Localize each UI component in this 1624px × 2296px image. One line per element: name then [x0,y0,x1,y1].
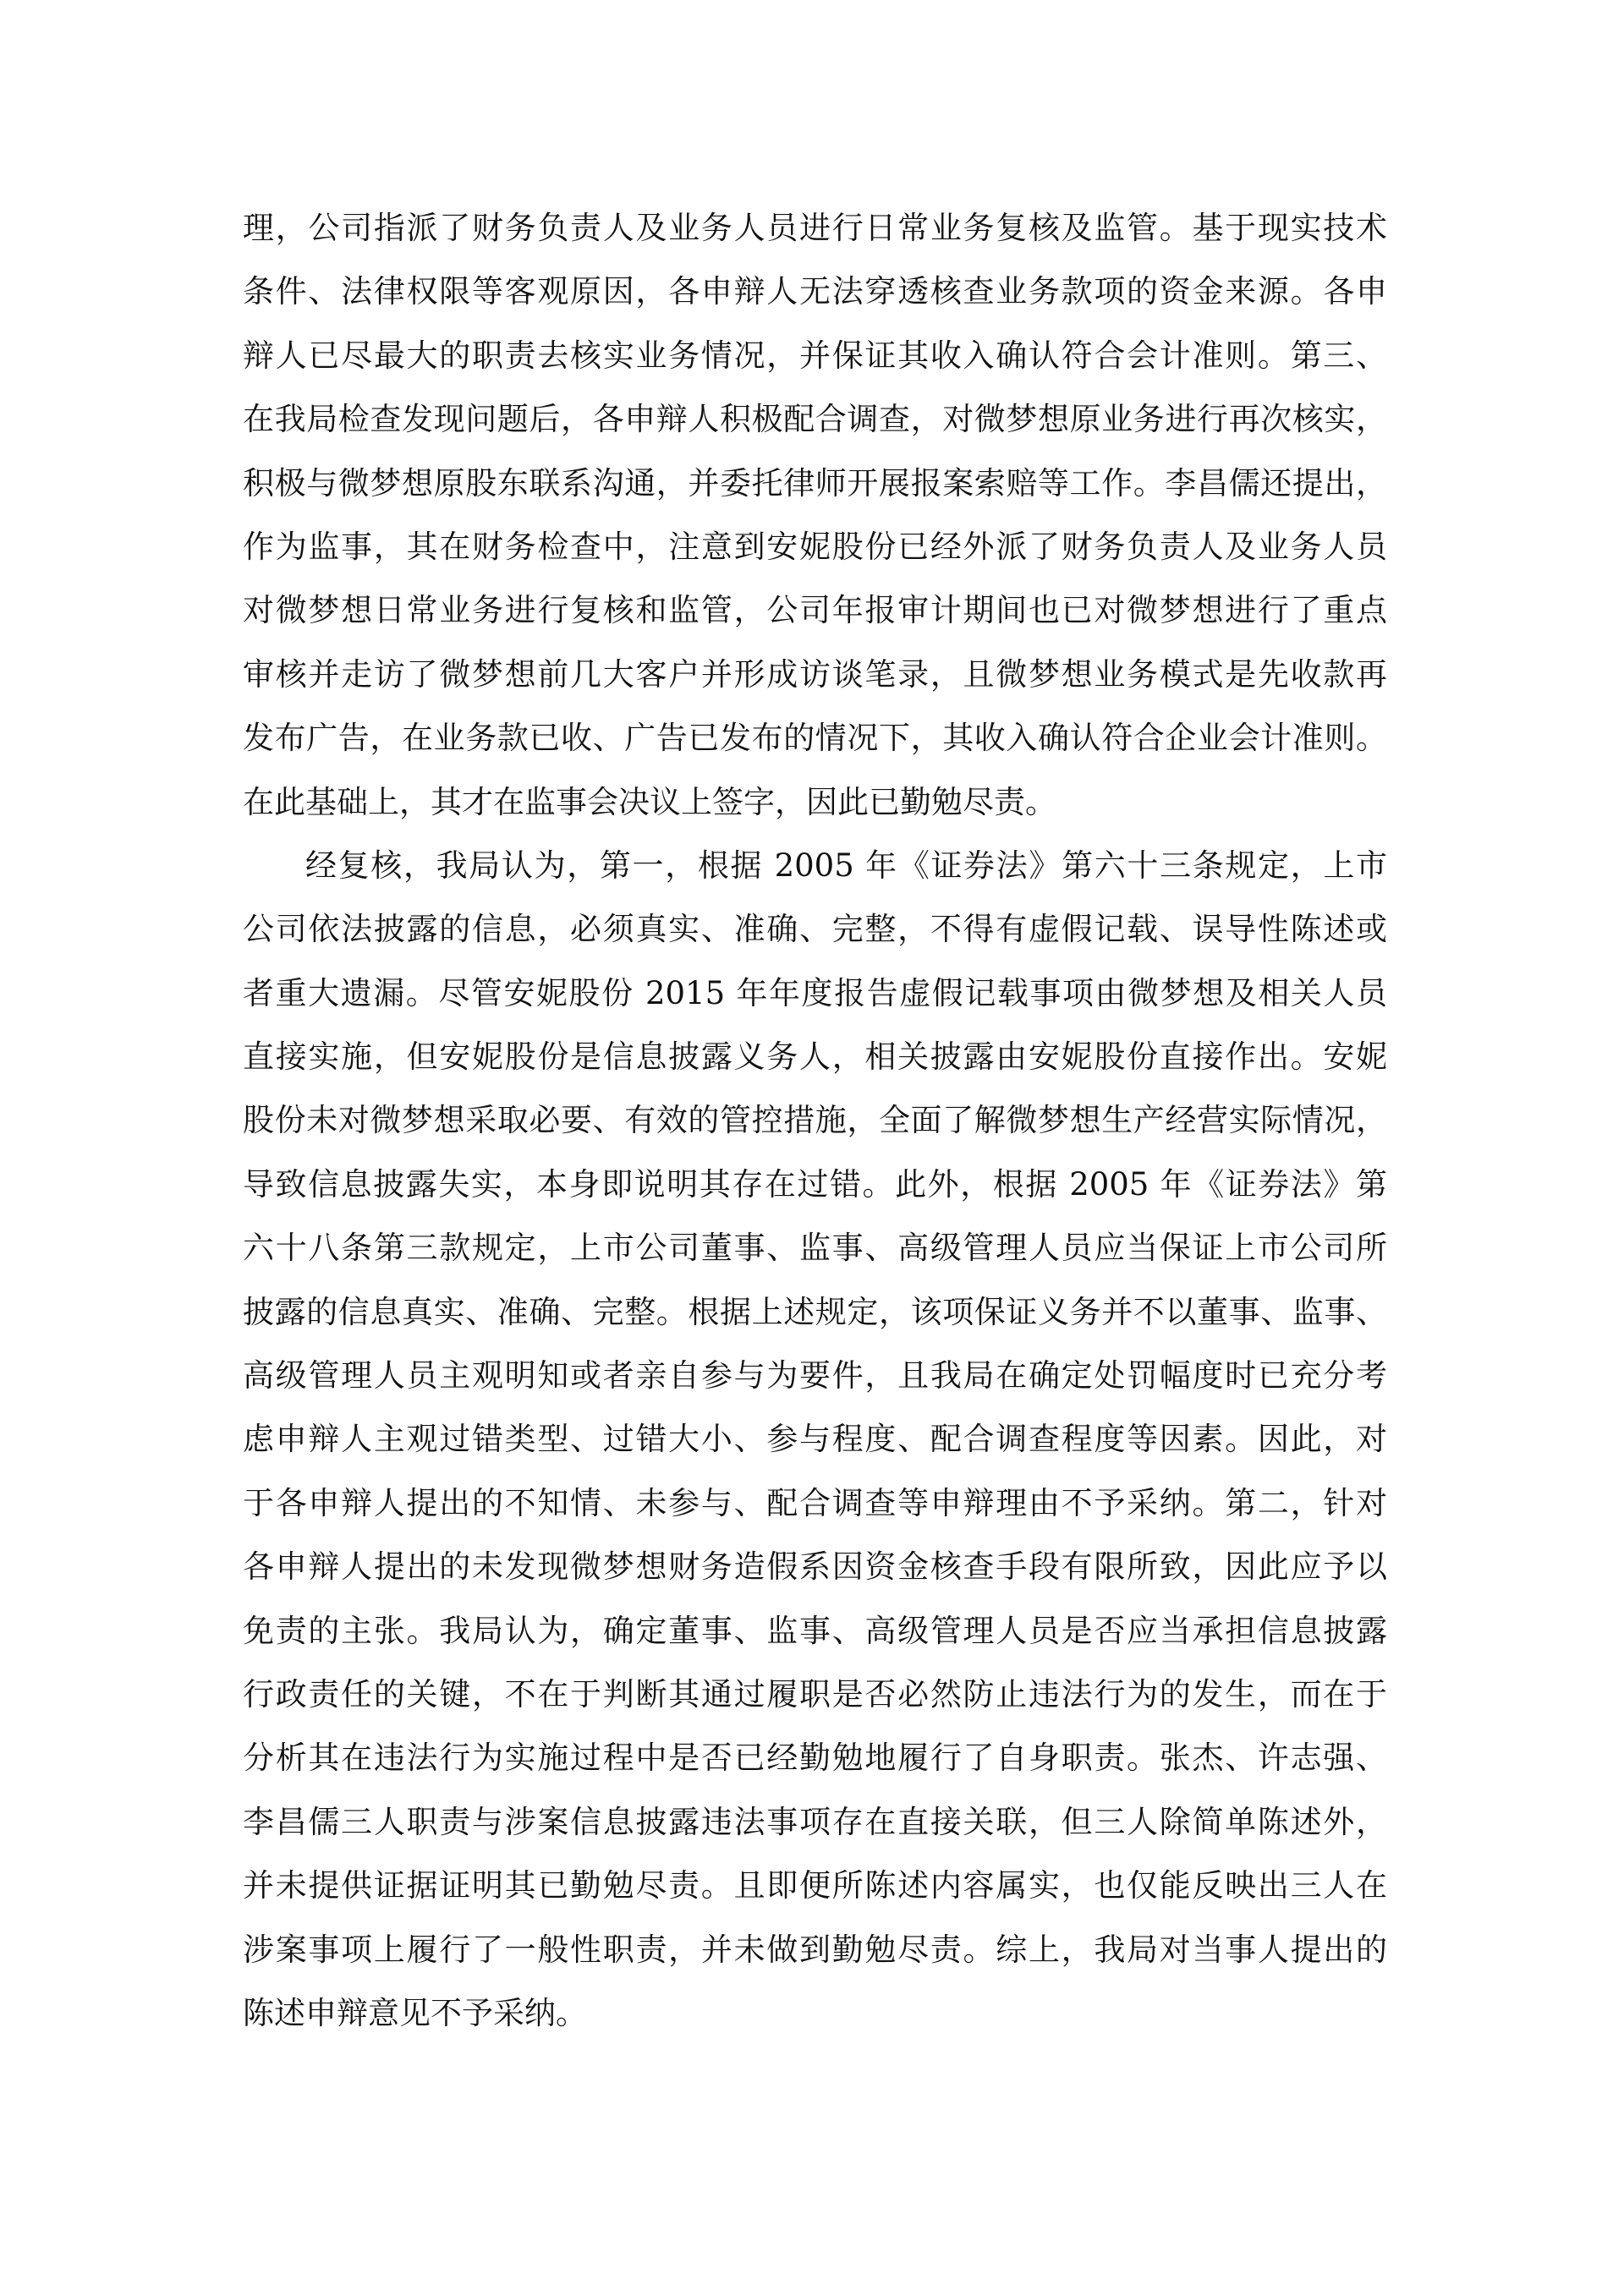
paragraph-2-line: 公司依法披露的信息，必须真实、准确、完整，不得有虚假记载、误导性陈述或 [243,911,1387,948]
paragraph-1-line: 在此基础上，其才在监事会决议上签字，因此已勤勉尽责。 [243,783,1056,820]
paragraph-1-line: 条件、法律权限等客观原因，各申辩人无法穿透核查业务款项的资金来源。各申 [243,273,1387,310]
paragraph-1-line: 发布广告，在业务款已收、广告已发布的情况下，其收入确认符合企业会计准则。 [243,720,1387,757]
paragraph-2-line: 者重大遗漏。尽管安妮股份 2015 年年度报告虚假记载事项由微梦想及相关人员 [243,974,1387,1011]
paragraph-1-line: 积极与微梦想原股东联系沟通，并委托律师开展报案索赔等工作。李昌儒还提出， [243,464,1387,501]
paragraph-1-line: 作为监事，其在财务检查中，注意到安妮股份已经外派了财务负责人及业务人员 [243,528,1387,565]
paragraph-2-line: 六十八条第三款规定，上市公司董事、监事、高级管理人员应当保证上市公司所 [243,1230,1387,1267]
paragraph-1-line: 理，公司指派了财务负责人及业务人员进行日常业务复核及监管。基于现实技术 [243,210,1387,246]
paragraph-1-line: 辩人已尽最大的职责去核实业务情况，并保证其收入确认符合会计准则。第三、 [243,337,1387,374]
paragraph-1-line: 审核并走访了微梦想前几大客户并形成访谈笔录，且微梦想业务模式是先收款再 [243,655,1387,693]
paragraph-2-line: 导致信息披露失实，本身即说明其存在过错。此外，根据 2005 年《证券法》第 [243,1165,1387,1203]
paragraph-2-line: 虑申辩人主观过错类型、过错大小、参与程度、配合调查程度等因素。因此，对 [243,1421,1387,1458]
paragraph-2-line: 行政责任的关键，不在于判断其通过履职是否必然防止违法行为的发生，而在于 [243,1675,1387,1712]
paragraph-2-line: 高级管理人员主观明知或者亲自参与为要件，且我局在确定处罚幅度时已充分考 [243,1357,1387,1395]
paragraph-2-line: 股份未对微梦想采取必要、有效的管控措施，全面了解微梦想生产经营实际情况， [243,1102,1387,1139]
paragraph-2-line: 陈述申辩意见不予采纳。 [243,1994,587,2031]
paragraph-2-line: 涉案事项上履行了一般性职责，并未做到勤勉尽责。综上，我局对当事人提出的 [243,1931,1387,1968]
paragraph-2-line: 各申辩人提出的未发现微梦想财务造假系因资金核查手段有限所致，因此应予以 [243,1548,1387,1586]
paragraph-2-line: 经复核，我局认为，第一，根据 2005 年《证券法》第六十三条规定，上市 [305,847,1387,884]
paragraph-2-line: 直接实施，但安妮股份是信息披露义务人，相关披露由安妮股份直接作出。安妮 [243,1038,1387,1076]
paragraph-2-line: 李昌儒三人职责与涉案信息披露违法事项存在直接关联，但三人除简单陈述外， [243,1803,1387,1840]
paragraph-1-line: 在我局检查发现问题后，各申辩人积极配合调查，对微梦想原业务进行再次核实， [243,401,1387,438]
paragraph-2-line: 并未提供证据证明其已勤勉尽责。且即便所陈述内容属实，也仅能反映出三人在 [243,1867,1387,1904]
paragraph-1-line: 对微梦想日常业务进行复核和监管，公司年报审计期间也已对微梦想进行了重点 [243,592,1387,629]
paragraph-2-line: 免责的主张。我局认为，确定董事、监事、高级管理人员是否应当承担信息披露 [243,1612,1387,1649]
paragraph-2-line: 披露的信息真实、准确、完整。根据上述规定，该项保证义务并不以董事、监事、 [243,1293,1387,1330]
paragraph-2-line: 于各申辩人提出的不知情、未参与、配合调查等申辩理由不予采纳。第二，针对 [243,1484,1387,1521]
document-body [243,196,1387,2045]
paragraph-2-line: 分析其在违法行为实施过程中是否已经勤勉地履行了自身职责。张杰、许志强、 [243,1740,1387,1777]
